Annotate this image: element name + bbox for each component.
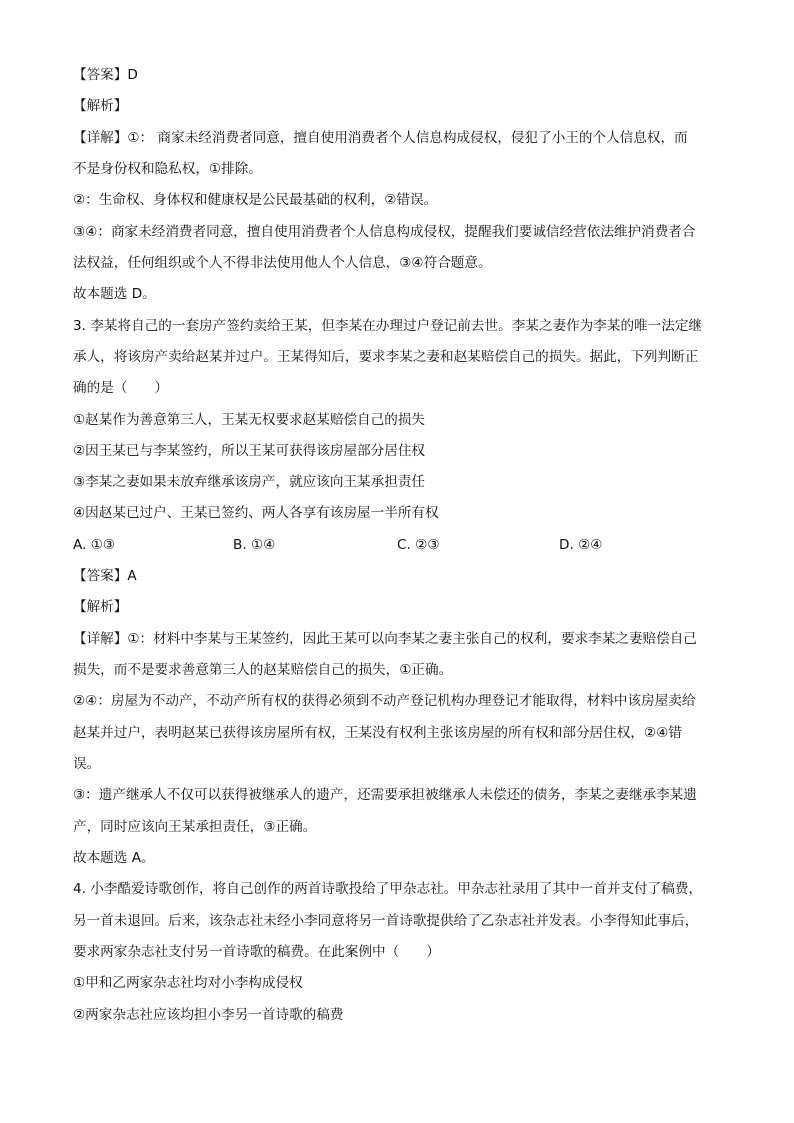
detail-label: 【详解】 <box>73 130 128 146</box>
q2-detail-line: ②：生命权、身体权和健康权是公民最基础的权利，②错误。 <box>73 192 438 208</box>
q3-detail-line <box>73 629 723 649</box>
answer-label: 【答案】 <box>73 67 128 83</box>
q2-analysis-label: 【解析】 <box>73 98 128 114</box>
q3-detail-line: 误。 <box>73 756 101 772</box>
q3-stem-line: 承人，将该房产卖给赵某并过户。王某得知后，要求李某之妻和赵某赔偿自己的损失。据此，下列判断正 <box>73 349 699 365</box>
q3-analysis-label: 【解析】 <box>73 599 128 615</box>
q4-stem-line: 4. 小李酷爱诗歌创作，将自己创作的两首诗歌投给了甲杂志社。甲杂志社录用了其中一首并支付了稿费， <box>73 881 703 897</box>
q2-detail-line: 不是身份权和隐私权，①排除。 <box>73 161 262 177</box>
q3-option-c: C. ②③ <box>397 537 440 553</box>
detail-text: ①： 商家未经消费者同意，擅自使用消费者个人信息构成侵权，侵犯了小王的个人信息权，而 <box>127 130 688 146</box>
q3-option-b: B. ①④ <box>233 537 276 553</box>
answer-value: A <box>127 568 137 584</box>
q3-detail-line: 损失，而不是要求善意第三人的赵某赔偿自己的损失，①正确。 <box>73 662 453 678</box>
answer-value: D <box>127 67 138 83</box>
q3-detail-line: 产，同时应该向王某承担责任，③正确。 <box>73 819 317 835</box>
q3-conclusion: 故本题选 A。 <box>73 850 155 866</box>
q3-statement: ①赵某作为善意第三人，王某无权要求赵某赔偿自己的损失 <box>73 412 426 428</box>
q3-stem-line: 确的是（ ） <box>73 380 169 396</box>
q3-statement: ②因王某已与李某签约，所以王某可获得该房屋部分居住权 <box>73 443 426 459</box>
q3-detail-line: ②④：房屋为不动产，不动产所有权的获得必须到不动产登记机构办理登记才能取得，材料中该房屋卖给 <box>73 693 696 709</box>
q3-detail-line: 赵某并过户，表明赵某已获得该房屋所有权，王某没有权利主张该房屋的所有权和部分居住权，②④错 <box>73 725 682 741</box>
q2-answer-line <box>73 65 723 85</box>
q4-stem-line: 另一首未退回。后来，该杂志社未经小李同意将另一首诗歌提供给了乙杂志社并发表。小李得知此事后， <box>73 913 699 929</box>
answer-label: 【答案】 <box>73 568 128 584</box>
detail-label: 【详解】 <box>73 631 128 647</box>
detail-text: ①：材料中李某与王某签约，因此王某可以向李某之妻主张自己的权利，要求李某之妻赔偿自己 <box>127 631 697 647</box>
q2-detail-line: 法权益，任何组织或个人不得非法使用他人个人信息，③④符合题意。 <box>73 255 492 271</box>
q4-stem-line: 要求两家杂志社支付另一首诗歌的稿费。在此案例中（ ） <box>73 944 441 960</box>
q2-conclusion: 故本题选 D。 <box>73 286 156 302</box>
q3-stem-line: 3. 李某将自己的一套房产签约卖给王某，但李某在办理过户登记前去世。李某之妻作为李某的唯一法定继 <box>73 318 703 334</box>
q3-statement: ④因赵某已过户、王某已签约、两人各享有该房屋一半所有权 <box>73 505 439 521</box>
q3-option-d: D. ②④ <box>559 537 603 553</box>
q4-statement: ①甲和乙两家杂志社均对小李构成侵权 <box>73 975 303 991</box>
q4-statement: ②两家杂志社应该均担小李另一首诗歌的稿费 <box>73 1007 344 1023</box>
q2-detail-line <box>73 128 723 148</box>
q3-answer-line <box>73 566 723 586</box>
q2-detail-line: ③④：商家未经消费者同意，擅自使用消费者个人信息构成侵权，提醒我们要诚信经营依法维护消费者合 <box>73 224 696 240</box>
q3-detail-line: ③：遗产继承人不仅可以获得被继承人的遗产，还需要承担被继承人未偿还的债务，李某之妻继承李某遗 <box>73 787 697 803</box>
q3-option-a: A. ①③ <box>73 537 116 553</box>
q3-statement: ③李某之妻如果未放弃继承该房产，就应该向王某承担责任 <box>73 474 426 490</box>
